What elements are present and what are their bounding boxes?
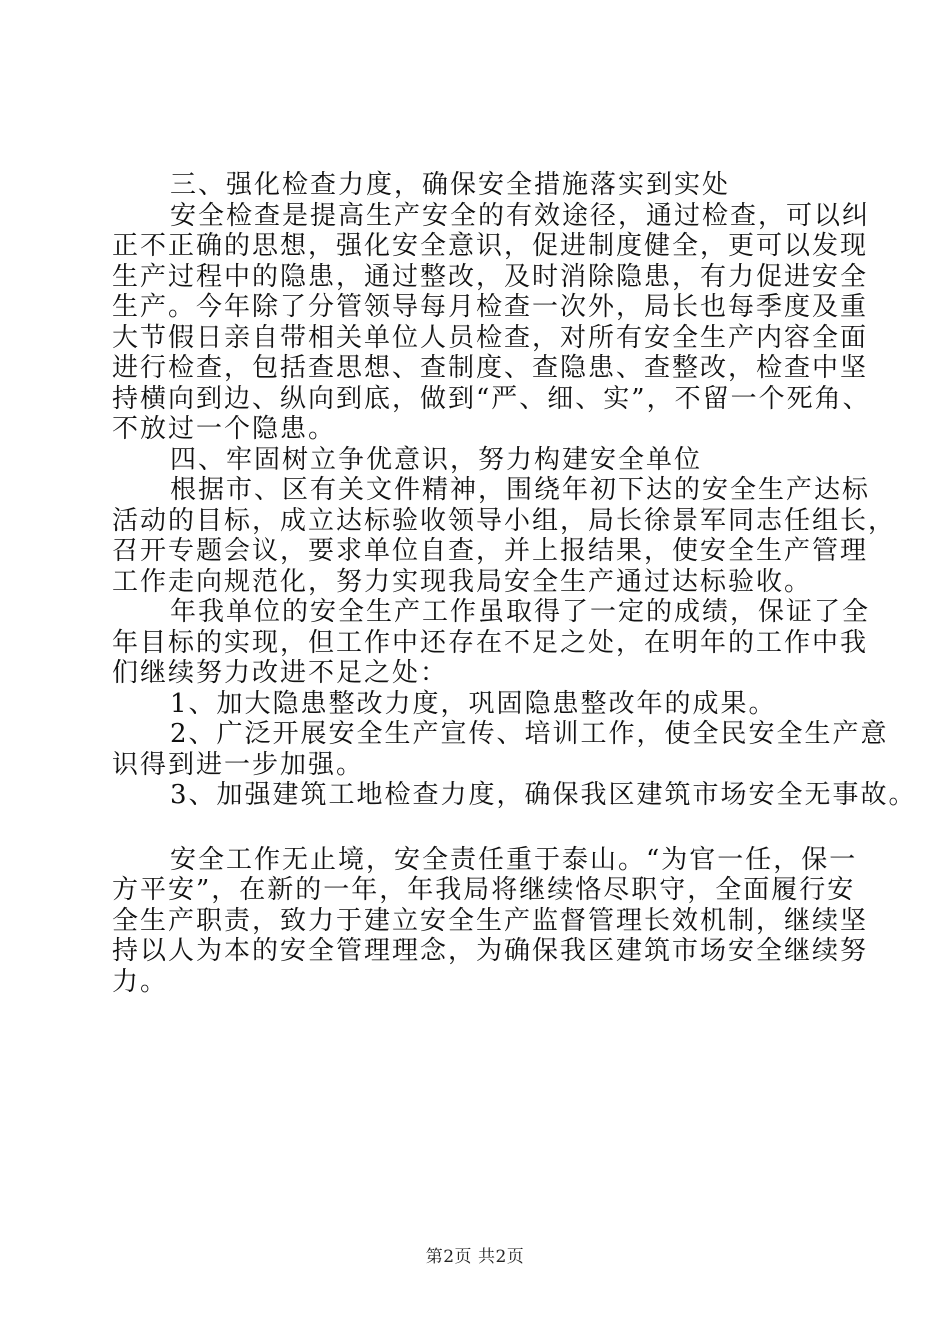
section-heading-4: 四、牢固树立争优意识，努力构建安全单位: [170, 444, 703, 475]
paragraph-line: 方平安”，在新的一年，年我局将继续恪尽职守，全面履行安: [112, 875, 856, 905]
list-item-2: 2、广泛开展安全生产宣传、培训工作，使全民安全生产意: [170, 719, 889, 749]
paragraph-line: 工作走向规范化，努力实现我局安全生产通过达标验收。: [112, 566, 813, 597]
paragraph-line: 全生产职责，致力于建立安全生产监督管理长效机制，继续坚: [112, 905, 869, 936]
page-footer: 第2页 共2页: [425, 1247, 525, 1267]
blank-line: [112, 811, 852, 845]
paragraph-line: 不放过一个隐患。: [112, 414, 337, 444]
paragraph-line: 召开专题会议，要求单位自查，并上报结果，使安全生产管理: [112, 536, 869, 566]
paragraph-line: 活动的目标，成立达标验收领导小组，局长徐景军同志任组长，: [112, 505, 897, 536]
paragraph-line: 安全检查是提高生产安全的有效途径，通过检查，可以纠: [170, 200, 871, 231]
paragraph-line: 年我单位的安全生产工作虽取得了一定的成绩，保证了全: [170, 597, 871, 627]
paragraph-line: 正不正确的思想，强化安全意识，促进制度健全，更可以发现: [112, 231, 869, 261]
paragraph-line: 生产过程中的隐患，通过整改，及时消除隐患，有力促进安全: [112, 261, 869, 292]
section-heading-3: 三、强化检查力度，确保安全措施落实到实处: [170, 170, 731, 200]
paragraph-line: 生产。今年除了分管领导每月检查一次外，局长也每季度及重: [112, 292, 869, 322]
document-body: [112, 170, 917, 997]
paragraph-line: 们继续努力改进不足之处：: [112, 658, 449, 688]
paragraph-line: 持以人为本的安全管理理念，为确保我区建筑市场安全继续努: [112, 936, 869, 966]
list-item-1: 1、加大隐患整改力度，巩固隐患整改年的成果。: [170, 688, 777, 719]
paragraph-line: 安全工作无止境，安全责任重于泰山。“为官一任，保一: [170, 844, 858, 875]
paragraph-line: 大节假日亲自带相关单位人员检查，对所有安全生产内容全面: [112, 322, 869, 353]
paragraph-line: 年目标的实现，但工作中还存在不足之处，在明年的工作中我: [112, 627, 869, 658]
paragraph-line: 力。: [112, 966, 169, 997]
list-item-3: 3、加强建筑工地检查力度，确保我区建筑市场安全无事故。: [170, 780, 917, 810]
paragraph-line: 根据市、区有关文件精神，围绕年初下达的安全生产达标: [170, 475, 871, 505]
paragraph-line: 持横向到边、纵向到底，做到“严、细、实”，不留一个死角、: [112, 383, 871, 414]
list-item-2-continued: 识得到进一步加强。: [112, 749, 365, 780]
paragraph-line: 进行检查，包括查思想、查制度、查隐患、查整改，检查中坚: [112, 353, 869, 383]
